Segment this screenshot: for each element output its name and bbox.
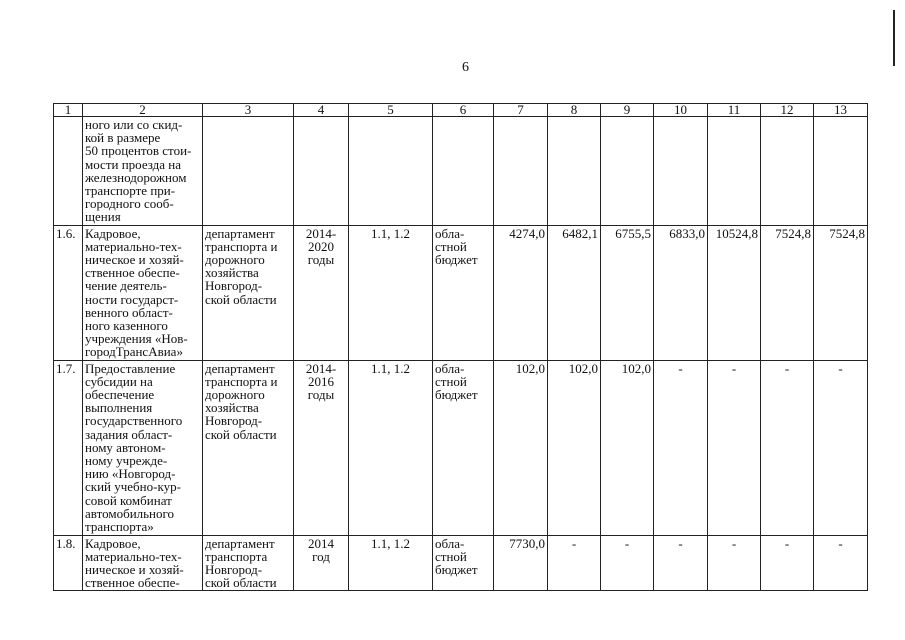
column-header: 3 [203, 104, 294, 117]
target-indicator-cell: 1.1, 1.2 [349, 225, 433, 360]
activity-name-cell: Предоставление субсидии на обеспечение выполнения государственного задания област- ному автоном- ному учрежде- нию «Новгород- ский учебно-кур- совой комбинат автомобильного транспорта» [83, 360, 203, 535]
column-header: 11 [708, 104, 761, 117]
value-cell [654, 117, 708, 226]
activity-name-cell: ного или со скид- кой в размере 50 процентов стои- мости проезда на железнодорожном транспорте при- городного сооб- щения [83, 117, 203, 226]
item-number-cell: 1.6. [54, 225, 83, 360]
executor-cell [203, 117, 294, 226]
value-cell: 7524,8 [761, 225, 814, 360]
value-cell [761, 117, 814, 226]
value-cell: - [548, 535, 601, 591]
value-cell: 6755,5 [601, 225, 654, 360]
table-row [54, 117, 868, 226]
scan-edge-mark [893, 10, 895, 66]
item-number-cell: 1.8. [54, 535, 83, 591]
value-cell: - [761, 360, 814, 535]
funding-source-cell: обла- стной бюджет [433, 535, 494, 591]
value-cell: - [654, 535, 708, 591]
value-cell: - [654, 360, 708, 535]
value-cell [601, 117, 654, 226]
value-cell: - [708, 535, 761, 591]
value-cell: - [814, 360, 868, 535]
value-cell: 4274,0 [494, 225, 548, 360]
column-header: 10 [654, 104, 708, 117]
value-cell: 102,0 [494, 360, 548, 535]
value-cell: - [761, 535, 814, 591]
target-indicator-cell: 1.1, 1.2 [349, 535, 433, 591]
column-header: 6 [433, 104, 494, 117]
executor-cell: департамент транспорта и дорожного хозяйства Новгород- ской области [203, 360, 294, 535]
column-header: 1 [54, 104, 83, 117]
table-row [54, 360, 868, 535]
value-cell: - [708, 360, 761, 535]
column-header: 2 [83, 104, 203, 117]
item-number-cell [54, 117, 83, 226]
value-cell: - [814, 535, 868, 591]
item-number-cell: 1.7. [54, 360, 83, 535]
funding-source-cell: обла- стной бюджет [433, 225, 494, 360]
value-cell: 7730,0 [494, 535, 548, 591]
value-cell: - [601, 535, 654, 591]
executor-cell: департамент транспорта Новгород- ской области [203, 535, 294, 591]
column-header: 9 [601, 104, 654, 117]
table-row [54, 225, 868, 360]
value-cell: 6833,0 [654, 225, 708, 360]
value-cell: 7524,8 [814, 225, 868, 360]
column-header: 12 [761, 104, 814, 117]
column-header: 13 [814, 104, 868, 117]
period-cell: 2014 год [294, 535, 349, 591]
period-cell: 2014- 2020 годы [294, 225, 349, 360]
activity-name-cell: Кадровое, материально-тех- ническое и хозяй- ственное обеспе- [83, 535, 203, 591]
executor-cell: департамент транспорта и дорожного хозяйства Новгород- ской области [203, 225, 294, 360]
column-header: 5 [349, 104, 433, 117]
period-cell: 2014- 2016 годы [294, 360, 349, 535]
target-indicator-cell [349, 117, 433, 226]
value-cell: 102,0 [548, 360, 601, 535]
value-cell [494, 117, 548, 226]
page-number: 6 [462, 60, 469, 75]
column-header: 4 [294, 104, 349, 117]
target-indicator-cell: 1.1, 1.2 [349, 360, 433, 535]
funding-source-cell: обла- стной бюджет [433, 360, 494, 535]
column-number-row [54, 104, 868, 117]
program-activities-table [53, 103, 868, 591]
table-row [54, 535, 868, 591]
funding-source-cell [433, 117, 494, 226]
value-cell: 6482,1 [548, 225, 601, 360]
period-cell [294, 117, 349, 226]
value-cell: 10524,8 [708, 225, 761, 360]
activity-name-cell: Кадровое, материально-тех- ническое и хозяй- ственное обеспе- чение деятель- ности государст- венного област- ного казенного учреждения «Нов- городТрансАвиа» [83, 225, 203, 360]
column-header: 8 [548, 104, 601, 117]
value-cell [814, 117, 868, 226]
value-cell: 102,0 [601, 360, 654, 535]
value-cell [548, 117, 601, 226]
value-cell [708, 117, 761, 226]
column-header: 7 [494, 104, 548, 117]
